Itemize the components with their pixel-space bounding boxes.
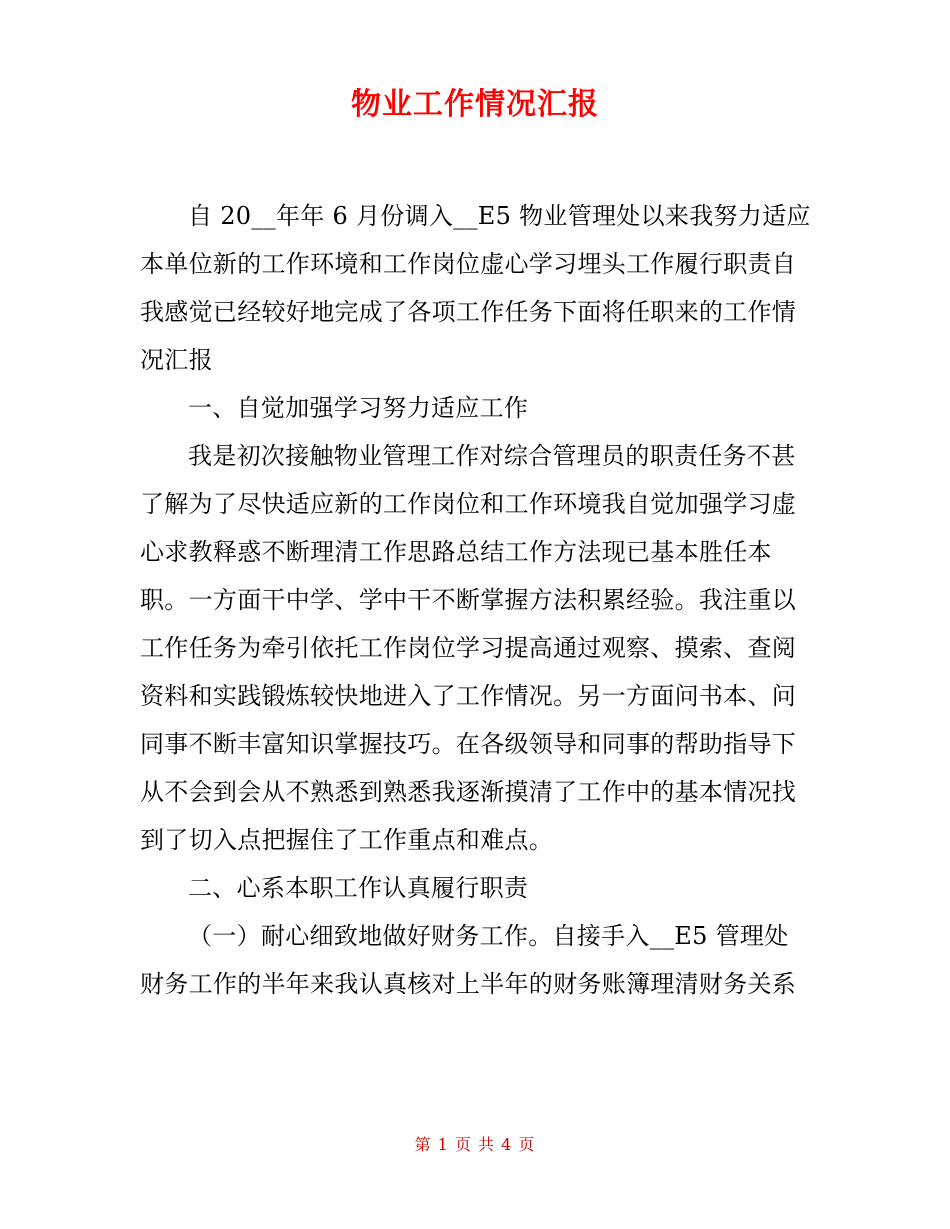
paragraph-line: 自 20__年年 6 月份调入__E5 物业管理处以来我努力适应 (188, 202, 811, 230)
paragraph-line: 本单位新的工作环境和工作岗位虚心学习埋头工作履行职责自 (140, 250, 797, 278)
paragraph-line: 职。一方面干中学、学中干不断掌握方法积累经验。我注重以 (140, 586, 797, 614)
page-number-footer: 第 1 页 共 4 页 (414, 1135, 536, 1154)
section-heading: 一、自觉加强学习努力适应工作 (188, 394, 529, 422)
section-heading: 二、心系本职工作认真履行职责 (188, 874, 529, 902)
paragraph-line: 况汇报 (140, 346, 213, 374)
paragraph-line: 到了切入点把握住了工作重点和难点。 (140, 826, 554, 854)
paragraph-line: 同事不断丰富知识掌握技巧。在各级领导和同事的帮助指导下 (140, 730, 797, 758)
paragraph-line: 心求教释惑不断理清工作思路总结工作方法现已基本胜任本 (140, 538, 772, 566)
paragraph-line: 了解为了尽快适应新的工作岗位和工作环境我自觉加强学习虚 (140, 490, 797, 518)
paragraph-line: 财务工作的半年来我认真核对上半年的财务账簿理清财务关系 (140, 970, 797, 998)
paragraph-line: 我感觉已经较好地完成了各项工作任务下面将任职来的工作情 (140, 298, 797, 326)
paragraph-line: 我是初次接触物业管理工作对综合管理员的职责任务不甚 (188, 442, 796, 470)
paragraph-line: 工作任务为牵引依托工作岗位学习提高通过观察、摸索、查阅 (140, 634, 797, 662)
document-body (140, 192, 812, 1008)
paragraph-line: 资料和实践锻炼较快地进入了工作情况。另一方面问书本、问 (140, 682, 797, 710)
document-title: 物业工作情况汇报 (351, 87, 599, 122)
paragraph-line: 从不会到会从不熟悉到熟悉我逐渐摸清了工作中的基本情况找 (140, 778, 797, 806)
paragraph-line: （一）耐心细致地做好财务工作。自接手入__E5 管理处 (188, 922, 789, 950)
